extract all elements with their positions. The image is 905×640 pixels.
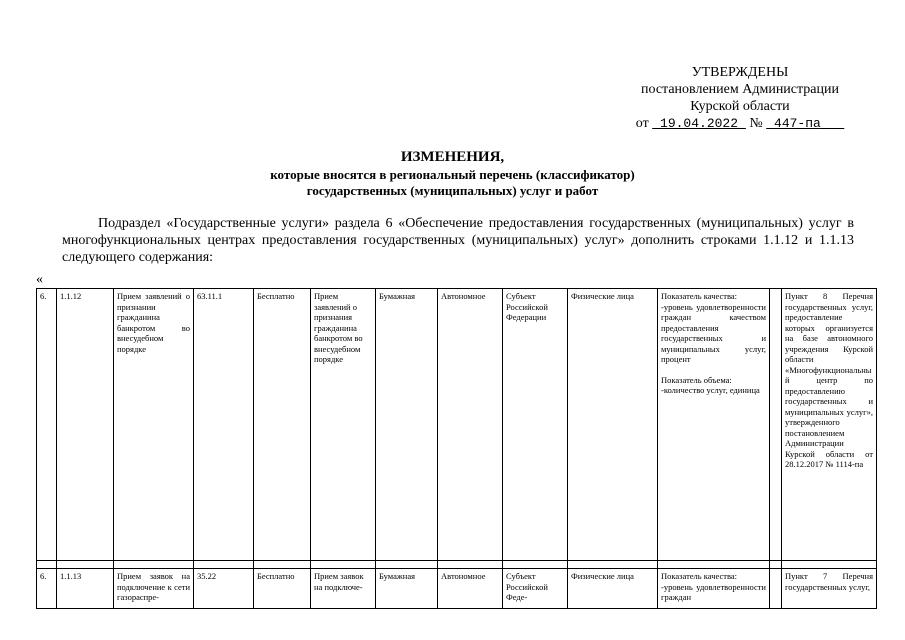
cell-fee: Бесплатно (254, 289, 311, 561)
indicator-quality-text: -уровень удовлетворенности граждан качеством предоставления государственных и муниципальных услуг, процент (661, 301, 766, 364)
cell-consumers: Физические лица (568, 569, 658, 609)
approval-number: 447-па (774, 116, 821, 131)
date-prefix: от (635, 116, 649, 131)
approval-title: УТВЕРЖДЕНЫ (691, 65, 789, 80)
document-title: ИЗМЕНЕНИЯ, (400, 149, 505, 165)
document-heading (0, 148, 905, 199)
indicator-quality-label: Показатель качества: (661, 571, 738, 581)
cell-indicators (658, 289, 770, 561)
cell-name: Прием заявок на подключение к сети газораспре- (114, 569, 194, 609)
indicator-volume-label: Показатель объема: (661, 374, 732, 385)
intro-text: Подраздел «Государственные услуги» раздела 6 «Обеспечение предоставления государственных (муниципальных) услуг в многофункциональных центрах предоставления государственных (муниципальных) услуг» дополнить строками 1.1.12 и 1.1.13 следующего содержания: (62, 216, 854, 265)
approval-line: постановлением Администрации (641, 82, 839, 97)
cell-okved: 63.11.1 (194, 289, 254, 561)
cell-code: 1.1.13 (57, 569, 114, 609)
cell-num: 6. (37, 569, 57, 609)
services-table (36, 288, 877, 609)
cell-level: Субъект Российской Федерации (503, 289, 568, 561)
quote-open-mark: « (36, 272, 43, 287)
cell-basis: Пункт 7 Перечня государственных услуг, (782, 569, 877, 609)
indicator-volume-text: -количество услуг, единица (661, 385, 760, 395)
cell-content: Прием заявок на подключе- (311, 569, 376, 609)
cell-content: Прием заявлений о признания гражданина банкротом во внесудебном порядке (311, 289, 376, 561)
cell-basis: Пункт 8 Перечня государственных услуг, предоставление которых организуется на базе автономного учреждения Курской области «Многофункциональный центр по предоставлению государственных и муниципальных услуг», утвержденного постановлением Администрации Курской области от 28.12.2017 № 1114-па (782, 289, 877, 561)
approval-line: Курской области (690, 99, 790, 114)
table-row (37, 569, 877, 609)
cell-spacer (770, 289, 782, 561)
cell-form: Бумажная (376, 289, 438, 561)
table-row (37, 289, 877, 561)
cell-institution: Автономное (438, 289, 503, 561)
cell-num: 6. (37, 289, 57, 561)
cell-institution: Автономное (438, 569, 503, 609)
cell-fee: Бесплатно (254, 569, 311, 609)
indicator-quality-label: Показатель качества: (661, 291, 738, 301)
cell-spacer (770, 569, 782, 609)
number-prefix: № (749, 116, 763, 131)
document-subtitle: которые вносятся в региональный перечень (классификатор) (270, 167, 635, 182)
cell-name: Прием заявлений о признании гражданина банкротом во внесудебном порядке (114, 289, 194, 561)
approval-date: 19.04.2022 (660, 116, 739, 131)
approval-block (600, 64, 880, 132)
cell-level: Субъект Российской Феде- (503, 569, 568, 609)
approval-date-line (600, 115, 880, 132)
document-subtitle: государственных (муниципальных) услуг и работ (306, 183, 599, 198)
cell-code: 1.1.12 (57, 289, 114, 561)
cell-okved: 35.22 (194, 569, 254, 609)
cell-consumers: Физические лица (568, 289, 658, 561)
indicator-quality-text: -уровень удовлетворенности граждан (661, 581, 766, 602)
intro-paragraph (62, 215, 854, 266)
cell-form: Бумажная (376, 569, 438, 609)
cell-indicators (658, 569, 770, 609)
